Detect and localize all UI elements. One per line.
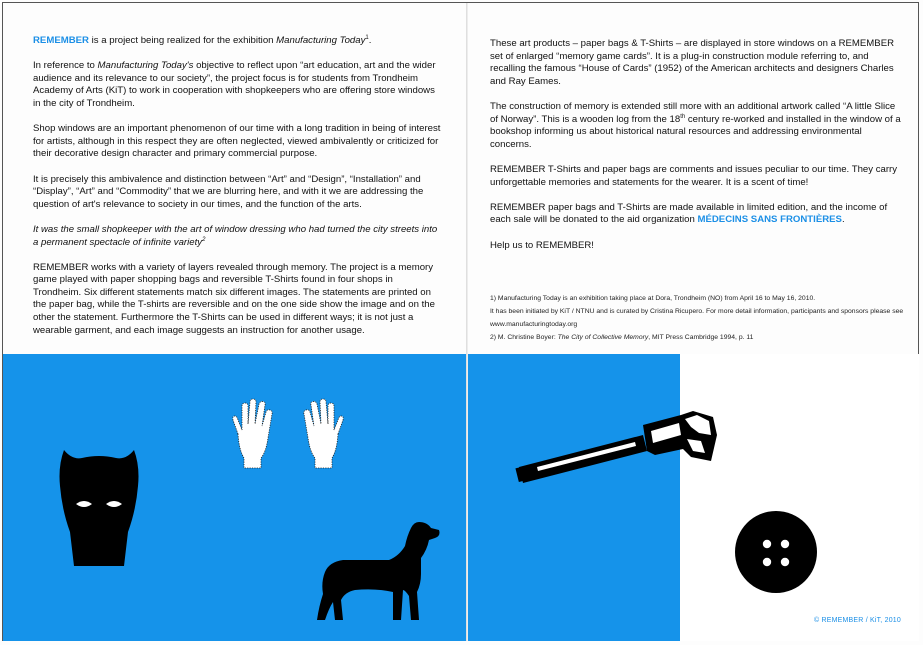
blue-panel-right <box>468 354 680 641</box>
donation-paragraph: REMEMBER paper bags and T-Shirts are made available in limited edition, and the income of each sale will be donated to the aid organization MÉDECINS SANS FRONTIÈRES. <box>490 201 888 226</box>
brand-name: REMEMBER <box>33 35 89 46</box>
ambivalence-paragraph: It is precisely this ambivalence and distinction between “Art” and “Design”, “Installation” and “Display”, “Art” and “Commodity” that we are blurring here, and with it we are addressing the question of art's relevance to society in our times, and the function of the arts. <box>33 173 424 210</box>
white-panel <box>680 354 919 641</box>
gloves-icon <box>228 398 348 470</box>
copyright-notice: © REMEMBER / KiT, 2010 <box>814 617 901 624</box>
quote-paragraph: It was the small shopkeeper with the art of window dressing who had turned the city streets into a permanent spectacle of infinite variety$^2$ <box>33 223 438 248</box>
exhibition-name: Manufacturing Today <box>276 35 366 46</box>
footnote-2: 2) M. Christine Boyer: The City of Collective Memory, MIT Press Cambridge 1994, p. 11 <box>490 334 754 341</box>
mask-icon <box>58 446 140 568</box>
button-icon <box>734 510 818 594</box>
footnote-1-detail: It has been initiated by KiT / NTNU and is curated by Cristina Ricupero. For more detail information, participants and sponsors please see <box>490 308 904 315</box>
memory-game-paragraph: REMEMBER works with a variety of layers revealed through memory. The project is a memory game played with paper shopping bags and reversible T-Shirts found in four shops in Trondheim. Six different statements match six different images. The statements are printed on the paper bag, while the T-shirts are reversible and on the one side show the image and on the other the statement. Furthermore the T-Shirts can be used in different ways; it is not just a wearable garment, and each image suggests an instruction for another usage. <box>33 261 435 336</box>
key-icon <box>515 405 720 487</box>
footnote-1-url: www.manufacturingtoday.org <box>490 321 578 328</box>
right-page-text <box>490 38 902 265</box>
footnotes <box>490 294 910 346</box>
footnote-1: 1) Manufacturing Today is an exhibition taking place at Dora, Trondheim (NO) from April 16 to May 16, 2010. <box>490 295 816 302</box>
intro-paragraph: REMEMBER is a project being realized for the exhibition Manufacturing Today$^1$. <box>33 34 372 46</box>
slice-of-norway-paragraph: The construction of memory is extended still more with an additional artwork called “A little Slice of Norway”. This is a wooden log from the 18th century re-worked and installed in the window of a bookshop informing us about historical natural resources and addressing environmental concerns. <box>490 100 901 150</box>
page-fold <box>466 3 468 641</box>
left-page-text <box>33 35 443 350</box>
shop-windows-paragraph: Shop windows are an important phenomenon of our time with a long tradition in being of interest for artists, although in this respect they are often neglected, viewed ambivalently or criticized for their decorative design character and primary commercial purpose. <box>33 123 441 160</box>
msf-organization: MÉDECINS SANS FRONTIÈRES <box>697 214 842 226</box>
dog-icon <box>315 520 441 624</box>
art-products-paragraph: These art products – paper bags & T-Shirts – are displayed in store windows on a REMEMBER set of enlarged “memory game cards”. It is a plug-in construction module referring to, and recalling the famous “House of Cards” (1952) of the American architects and designers Charles and Ray Eames. <box>490 38 895 87</box>
call-to-action: Help us to REMEMBER! <box>490 239 594 251</box>
reference-paragraph: In reference to Manufacturing Today's objective to reflect upon “art education, art and the wider audience and its relevance to our society”, the project focus is for students from Trondheim Academy of Arts (KiT) to work in cooperation with shopkeepers who are offering store windows in the city of Trondheim. <box>33 60 436 109</box>
tshirts-paragraph: REMEMBER T-Shirts and paper bags are comments and issues peculiar to our time. They carry unforgettable memories and statements for the wearer. It is a scent of time! <box>490 163 898 188</box>
